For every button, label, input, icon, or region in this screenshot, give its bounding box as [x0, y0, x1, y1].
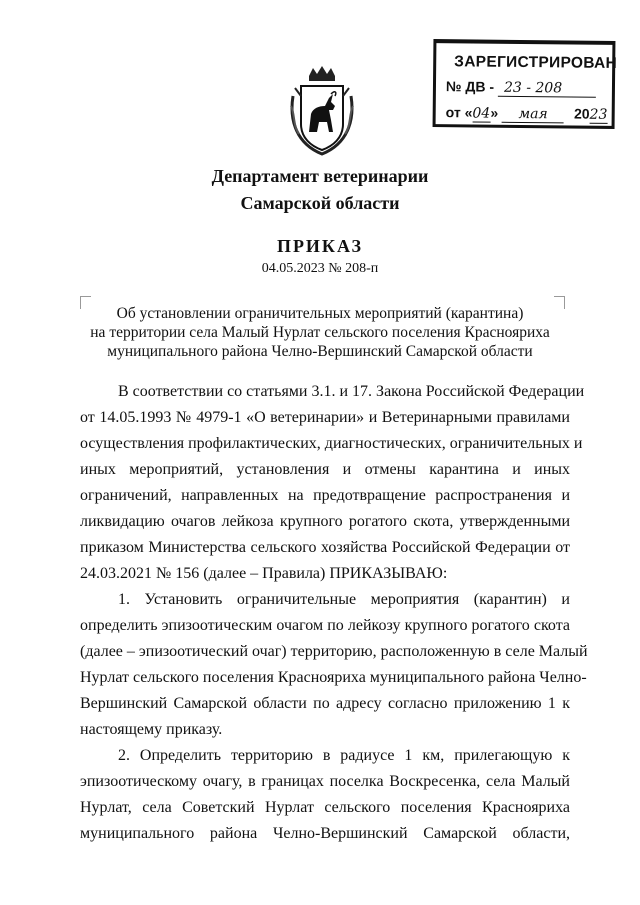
body-line: ограничений, направленных на предотвращение распространения и	[80, 487, 570, 504]
stamp-date-year-hand: 23	[589, 106, 608, 123]
department-name-line2: Самарской области	[240, 193, 400, 213]
body-line: 1. Установить ограничительные мероприятия (карантин) и	[118, 591, 570, 608]
body-line: определить эпизоотическим очагом по лейкозу крупного рогатого скота	[80, 617, 570, 634]
document-number: 04.05.2023 № 208-п	[261, 261, 379, 276]
document-type: ПРИКАЗ	[276, 236, 364, 256]
body-line: настоящему приказу.	[80, 721, 223, 738]
stamp-number-value: 23 - 208	[498, 80, 596, 98]
body-line: муниципального района Челно-Вершинский Самарской области,	[80, 825, 570, 842]
stamp-date-year-printed: 20	[573, 105, 590, 122]
document-subject	[0, 304, 640, 361]
body-line: В соответствии со статьями 3.1. и 17. Закона Российской Федерации	[118, 383, 585, 400]
stamp-date-prefix: от «	[445, 104, 473, 121]
body-line: приказом Министерства сельского хозяйства Российской Федерации от	[80, 539, 570, 556]
body-line: Вершинский Самарской области по адресу согласно приложению 1 к	[80, 695, 570, 712]
body-line: 2. Определить территорию в радиусе 1 км, прилегающую к	[118, 747, 570, 764]
registration-stamp	[433, 39, 616, 129]
body-line: осуществления профилактических, диагностических, ограничительных и	[80, 435, 583, 452]
stamp-number-label: № ДВ -	[445, 78, 495, 95]
stamp-date-day: 04	[472, 105, 491, 122]
body-line: Нурлат сельского поселения Краснояриха муниципального района Челно-	[80, 669, 587, 686]
body-line: 24.03.2021 № 156 (далее – Правила) ПРИКАЗЫВАЮ:	[80, 565, 448, 582]
subject-line: Об установлении ограничительных мероприятий (карантина)	[116, 305, 524, 322]
body-line: эпизоотическому очагу, в границах поселка Воскресенка, села Малый	[80, 773, 570, 790]
coat-of-arms-icon	[287, 66, 357, 158]
department-name-line1: Департамент ветеринарии	[211, 166, 429, 186]
body-line: (далее – эпизоотический очаг) территорию, расположенную в селе Малый	[80, 643, 588, 660]
stamp-number-line	[446, 78, 596, 98]
stamp-title: ЗАРЕГИСТРИРОВАН	[454, 53, 618, 72]
body-line: Нурлат, села Советский Нурлат сельского поселения Краснояриха	[80, 799, 570, 816]
body-line: от 14.05.1993 № 4979-1 «О ветеринарии» и Ветеринарными правилами	[80, 409, 570, 426]
body-line: ликвидацию очагов лейкоза крупного рогатого скота, утвержденными	[80, 513, 570, 530]
stamp-date-month: мая	[502, 106, 564, 124]
stamp-date-line	[446, 104, 608, 124]
subject-line: муниципального района Челно-Вершинский Самарской области	[107, 343, 533, 360]
stamp-date-mid: »	[490, 104, 499, 121]
subject-line: на территории села Малый Нурлат сельского поселения Краснояриха	[90, 324, 550, 341]
body-line: иных мероприятий, установления и отмены карантина и иных	[80, 461, 570, 478]
